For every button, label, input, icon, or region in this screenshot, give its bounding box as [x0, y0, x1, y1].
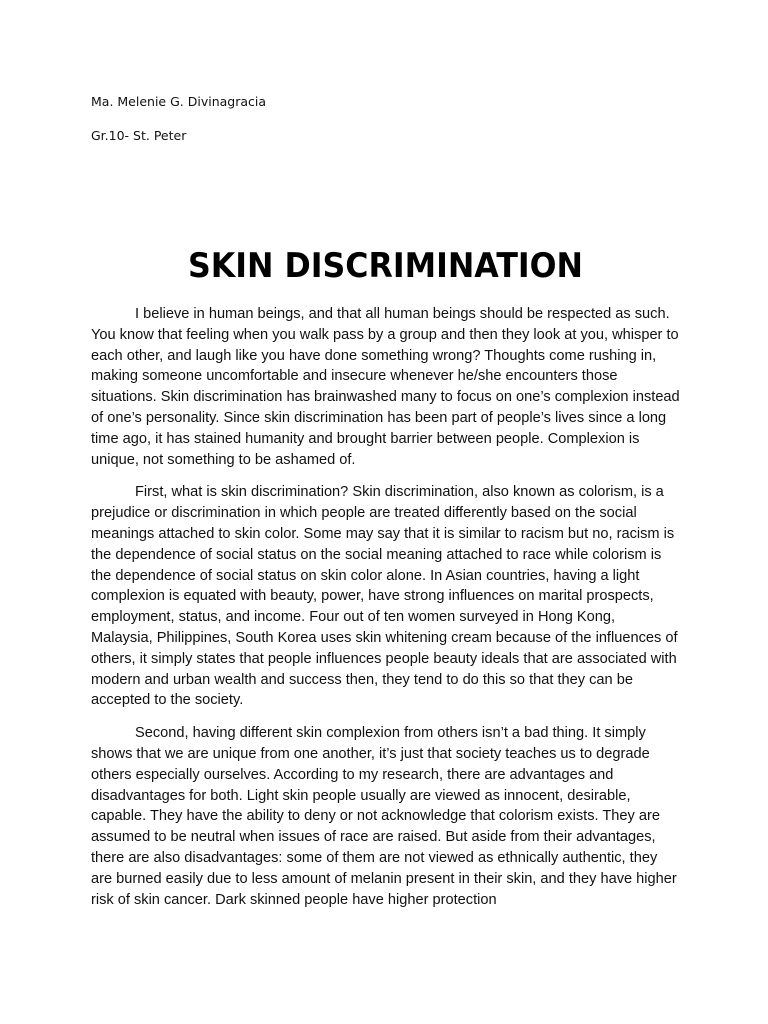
- class-section: Gr.10- St. Peter: [91, 128, 187, 143]
- essay-body: [91, 304, 680, 910]
- essay-title: SKIN DISCRIMINATION: [187, 246, 583, 286]
- paragraph-intro: I believe in human beings, and that all human beings should be respected as such. You know that feeling when you walk pass by a group and then they look at you, whisper to each other, and laugh like you have done something wrong? Thoughts come rushing in, making someone uncomfortable and insecure whenever he/she encounters those situations. Skin discrimination has brainwashed many to focus on one’s complexion instead of one’s personality. Since skin discrimination has been part of people’s lives since a long time ago, it has stained humanity and brought barrier between people. Complexion is unique, not something to be ashamed of.: [91, 306, 680, 468]
- author-name: Ma. Melenie G. Divinagracia: [91, 94, 267, 109]
- paragraph-first: First, what is skin discrimination? Skin discrimination, also known as colorism, is a prejudice or discrimination in which people are treated differently based on the social meanings attached to skin color. Some may say that it is similar to racism but no, racism is the dependence of social status on the social meaning attached to race while colorism is the dependence of social status on skin color alone. In Asian countries, having a light complexion is equated with beauty, power, have strong influences on marital prospects, employment, status, and income. Four out of ten women surveyed in Hong Kong, Malaysia, Philippines, South Korea uses skin whitening cream because of the influences of others, it simply states that people influences people beauty ideals that are associated with modern and urban wealth and success then, they tend to do this so that they can be accepted to the society.: [91, 484, 678, 709]
- paragraph-second: Second, having different skin complexion from others isn’t a bad thing. It simply shows that we are unique from one another, it’s just that society teaches us to degrade others especially ourselves. According to my research, there are advantages and disadvantages for both. Light skin people usually are viewed as innocent, desirable, capable. They have the ability to deny or not acknowledge that colorism exists. They are assumed to be neutral when issues of race are raised. But aside from their advantages, there are also disadvantages: some of them are not viewed as ethnically authentic, they are burned easily due to less amount of melanin present in their skin, and they have higher risk of skin cancer. Dark skinned people have higher protection: [91, 725, 677, 908]
